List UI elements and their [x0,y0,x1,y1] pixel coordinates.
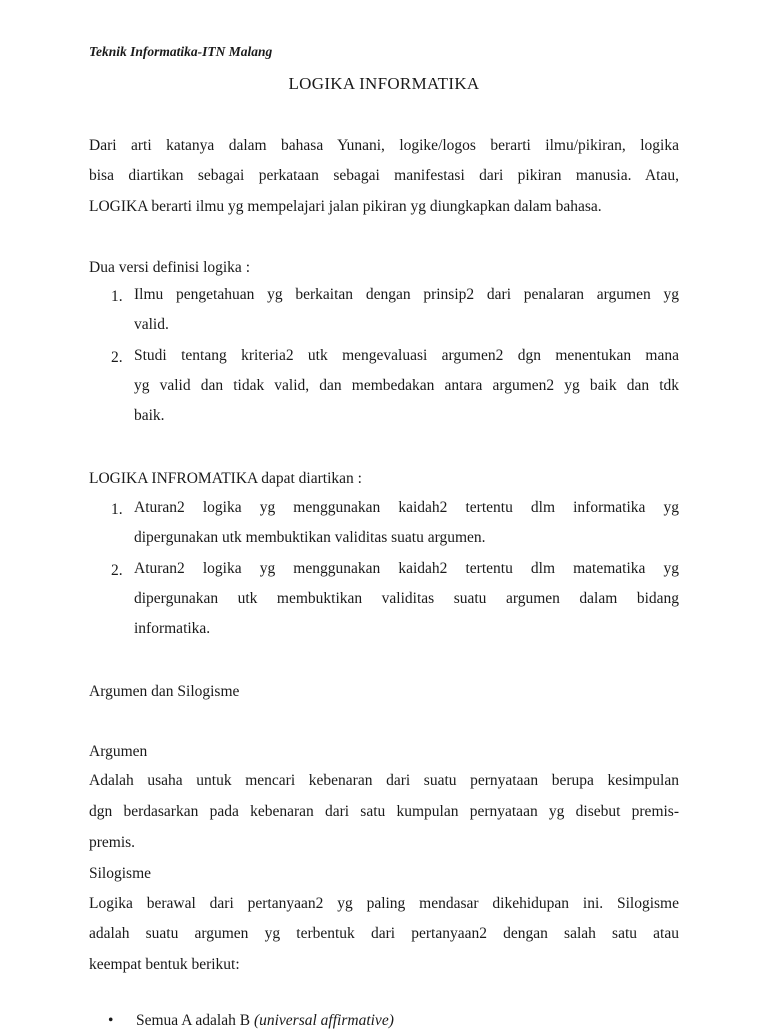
logika-informatika-heading: LOGIKA INFROMATIKA dapat diartikan : [89,470,362,487]
bullet-note: (universal affirmative) [253,1012,394,1029]
bullet-text [136,1012,394,1030]
list-item-line: yg valid dan tidak valid, dan membedakan antara argumen2 yg baik dan tdk [134,377,679,394]
intro-line: bisa diartikan sebagai perkataan sebagai manifestasi dari pikiran manusia. Atau, [89,167,679,184]
list-item-line: dipergunakan utk membuktikan validitas suatu argumen dalam bidang [134,590,679,607]
argumen-line: premis. [89,834,136,851]
list-number: 1. [111,288,123,305]
list-item-line: Aturan2 logika yg menggunakan kaidah2 tertentu dlm informatika yg [134,499,679,516]
list-number: 2. [111,349,123,366]
argumen-heading: Argumen [89,743,148,760]
bullet-marker: • [108,1012,114,1029]
list-item-line: Ilmu pengetahuan yg berkaitan dengan prinsip2 dari penalaran argumen yg [134,286,679,303]
list-item-line: baik. [134,407,165,424]
silogisme-line: keempat bentuk berikut: [89,956,240,973]
list-item-line: informatika. [134,620,211,637]
page-title: LOGIKA INFORMATIKA [288,74,480,93]
argumen-line: Adalah usaha untuk mencari kebenaran dari suatu pernyataan berupa kesimpulan [89,772,679,789]
section-heading: Argumen dan Silogisme [89,683,240,700]
definisi-heading: Dua versi definisi logika : [89,259,250,276]
silogisme-heading: Silogisme [89,865,152,882]
list-item-line: valid. [134,316,169,333]
silogisme-line: adalah suatu argumen yg terbentuk dari pertanyaan2 dengan salah satu atau [89,925,679,942]
list-item-line: Studi tentang kriteria2 utk mengevaluasi argumen2 dgn menentukan mana [134,347,679,364]
page-header: Teknik Informatika-ITN Malang [89,44,273,59]
bullet-statement: Semua A adalah B [136,1012,251,1029]
silogisme-line: Logika berawal dari pertanyaan2 yg paling mendasar dikehidupan ini. Silogisme [89,895,679,912]
argumen-line: dgn berdasarkan pada kebenaran dari satu kumpulan pernyataan yg disebut premis- [89,803,679,820]
intro-line: Dari arti katanya dalam bahasa Yunani, logike/logos berarti ilmu/pikiran, logika [89,137,679,154]
list-number: 2. [111,562,123,579]
list-item-line: Aturan2 logika yg menggunakan kaidah2 tertentu dlm matematika yg [134,560,679,577]
list-item-line: dipergunakan utk membuktikan validitas suatu argumen. [134,529,486,546]
intro-line: LOGIKA berarti ilmu yg mempelajari jalan pikiran yg diungkapkan dalam bahasa. [89,198,602,215]
list-number: 1. [111,501,123,518]
